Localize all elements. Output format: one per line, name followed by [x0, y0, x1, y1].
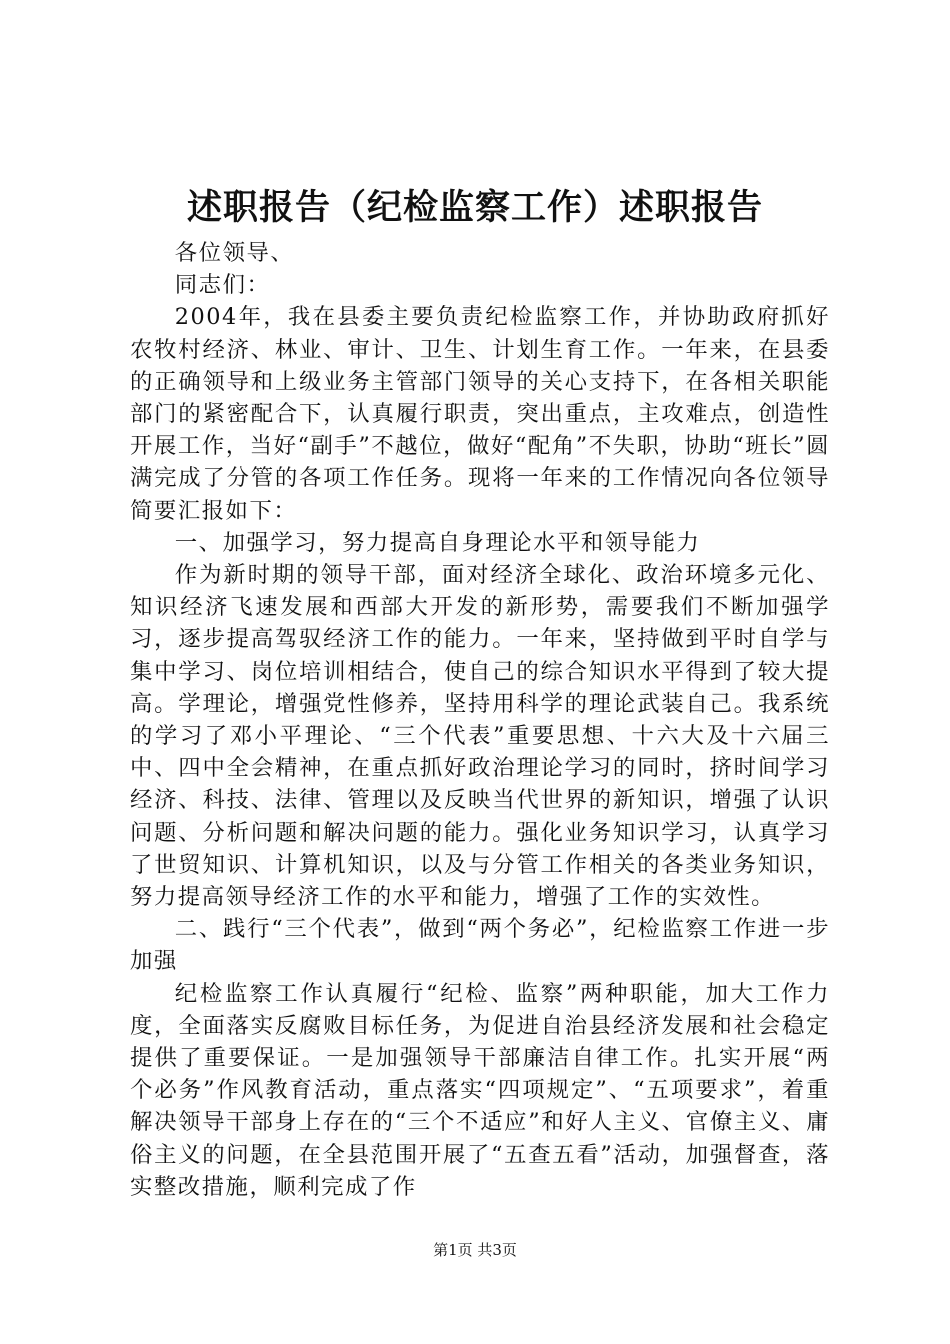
section-heading-2: 二、践行“三个代表”，做到“两个务必”，纪检监察工作进一步加强 [130, 916, 830, 975]
section-2-paragraph: 纪检监察工作认真履行“纪检、监察”两种职能，加大工作力度，全面落实反腐败目标任务，为促进自治县经济发展和社会稳定提供了重要保证。一是加强领导干部廉洁自律工作。扎实开展“两个必务”作风教育活动，重点落实“四项规定”、“五项要求”，着重解决领导干部身上存在的“三个不适应”和好人主义、官僚主义、庸俗主义的问题，在全县范围开展了“五查五看”活动，加强督查，落实整改措施，顺利完成了作 [130, 980, 830, 1200]
salutation-leaders: 各位领导、 [174, 240, 295, 266]
document-body [130, 237, 830, 1203]
intro-paragraph: 2004年，我在县委主要负责纪检监察工作，并协助政府抓好农牧村经济、林业、审计、卫生、计划生育工作。一年来，在县委的正确领导和上级业务主管部门领导的关心支持下，在各相关职能部门的紧密配合下，认真履行职责，突出重点，主攻难点，创造性开展工作，当好“副手”不越位，做好“配角”不失职，协助“班长”圆满完成了分管的各项工作任务。现将一年来的工作情况向各位领导简要汇报如下： [130, 304, 830, 524]
page-number-footer: 第1页 共3页 [433, 1241, 517, 1259]
section-1-paragraph: 作为新时期的领导干部，面对经济全球化、政治环境多元化、知识经济飞速发展和西部大开发的新形势，需要我们不断加强学习，逐步提高驾驭经济工作的能力。一年来，坚持做到平时自学与集中学习、岗位培训相结合，使自己的综合知识水平得到了较大提高。学理论，增强党性修养，坚持用科学的理论武装自己。我系统的学习了邓小平理论、“三个代表”重要思想、十六大及十六届三中、四中全会精神，在重点抓好政治理论学习的同时，挤时间学习经济、科技、法律、管理以及反映当代世界的新知识，增强了认识问题、分析问题和解决问题的能力。强化业务知识学习，认真学习了世贸知识、计算机知识，以及与分管工作相关的各类业务知识，努力提高领导经济工作的水平和能力，增强了工作的实效性。 [130, 562, 830, 911]
salutation-comrades: 同志们： [174, 272, 271, 299]
section-heading-1: 一、加强学习，努力提高自身理论水平和领导能力 [174, 529, 701, 556]
document-title: 述职报告（纪检监察工作）述职报告 [186, 187, 763, 228]
